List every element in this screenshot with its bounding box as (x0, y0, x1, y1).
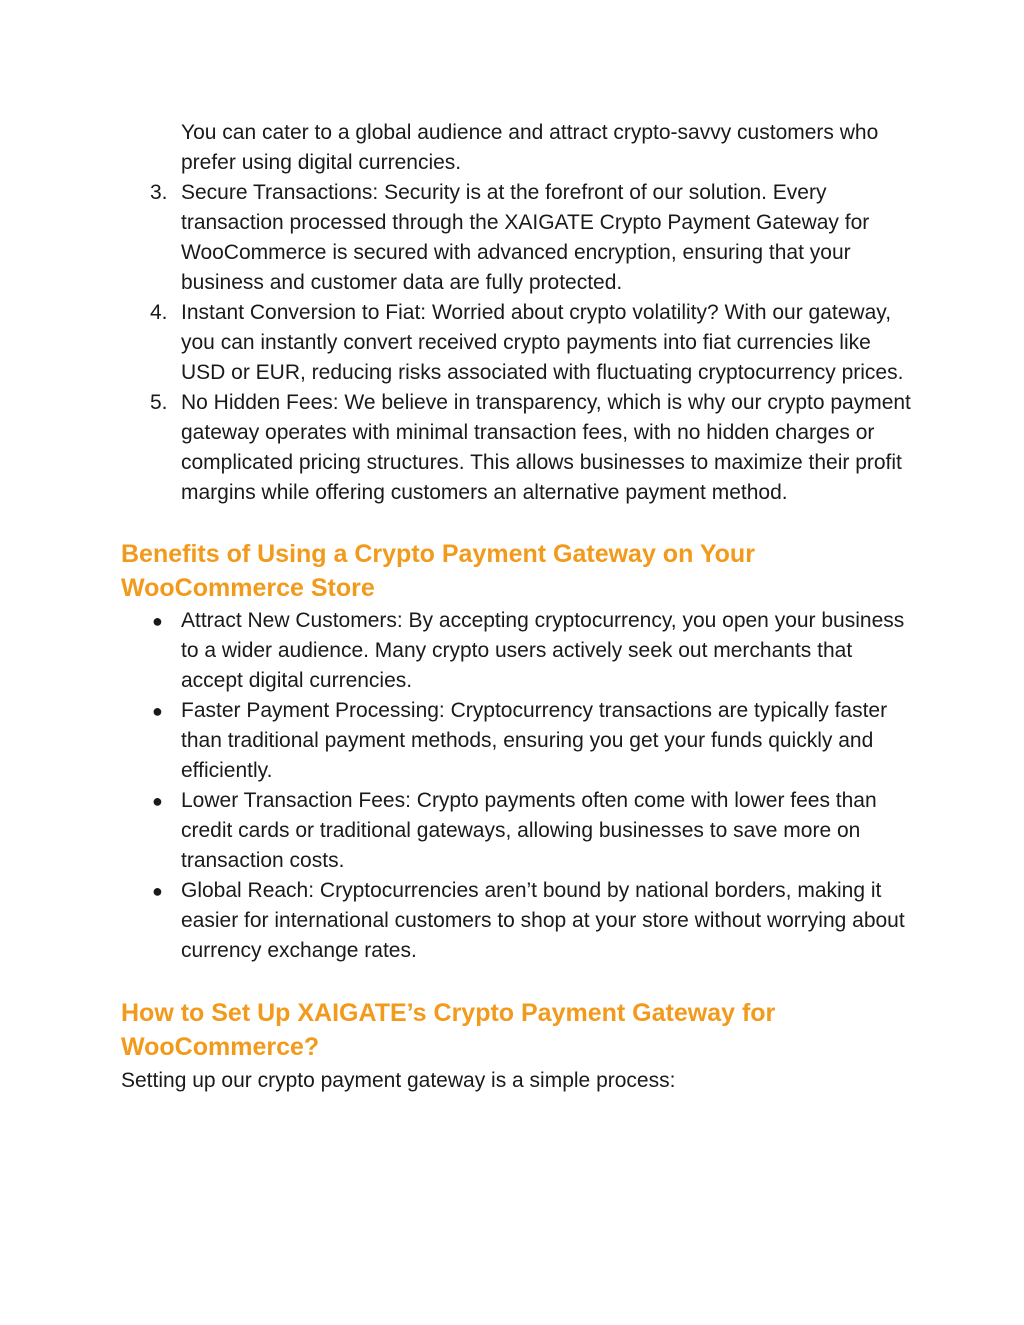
benefits-heading: Benefits of Using a Crypto Payment Gateway on Your WooCommerce Store (121, 540, 755, 602)
bullet-icon: ● (152, 701, 163, 721)
benefit-list-item (121, 696, 911, 786)
numbered-list-item (121, 178, 911, 298)
setup-heading: How to Set Up XAIGATE’s Crypto Payment Gateway for WooCommerce? (121, 999, 776, 1061)
benefits-list (121, 606, 911, 966)
list-item-text: Global Reach: Cryptocurrencies aren’t bound by national borders, making it easier for international customers to shop at your store without worrying about currency exchange rates. (181, 879, 905, 962)
list-number: 3. (150, 181, 168, 204)
list-item-text: Secure Transactions: Security is at the forefront of our solution. Every transaction processed through the XAIGATE Crypto Payment Gateway for WooCommerce is secured with advanced encryption, ensuring that your business and customer data are fully protected. (181, 181, 870, 294)
setup-intro-paragraph: Setting up our crypto payment gateway is a simple process: (121, 1069, 676, 1092)
bullet-icon: ● (152, 881, 163, 901)
numbered-list-item (121, 388, 911, 508)
list-item-text: No Hidden Fees: We believe in transparency, which is why our crypto payment gateway operates with minimal transaction fees, with no hidden charges or complicated pricing structures. This allows businesses to maximize their profit margins while offering customers an alternative payment method. (181, 391, 911, 504)
list-item-text: Instant Conversion to Fiat: Worried about crypto volatility? With our gateway, you can instantly convert received crypto payments into fiat currencies like USD or EUR, reducing risks associated with fluctuating cryptocurrency prices. (181, 301, 904, 384)
list-number: 5. (150, 391, 168, 414)
document-content (121, 118, 911, 1096)
benefit-list-item (121, 786, 911, 876)
list-item-continuation: You can cater to a global audience and attract crypto-savvy customers who prefer using digital currencies. (181, 121, 879, 174)
list-item-text: Attract New Customers: By accepting cryptocurrency, you open your business to a wider audience. Many crypto users actively seek out merchants that accept digital currencies. (181, 609, 905, 692)
list-number: 4. (150, 301, 168, 324)
benefit-list-item (121, 876, 911, 966)
list-item-text: Lower Transaction Fees: Crypto payments often come with lower fees than credit cards or traditional gateways, allowing businesses to save more on transaction costs. (181, 789, 877, 872)
numbered-list (121, 178, 911, 508)
benefit-list-item (121, 606, 911, 696)
bullet-icon: ● (152, 791, 163, 811)
list-item-text: Faster Payment Processing: Cryptocurrency transactions are typically faster than traditional payment methods, ensuring you get your funds quickly and efficiently. (181, 699, 888, 782)
numbered-list-item (121, 298, 911, 388)
bullet-icon: ● (152, 611, 163, 631)
